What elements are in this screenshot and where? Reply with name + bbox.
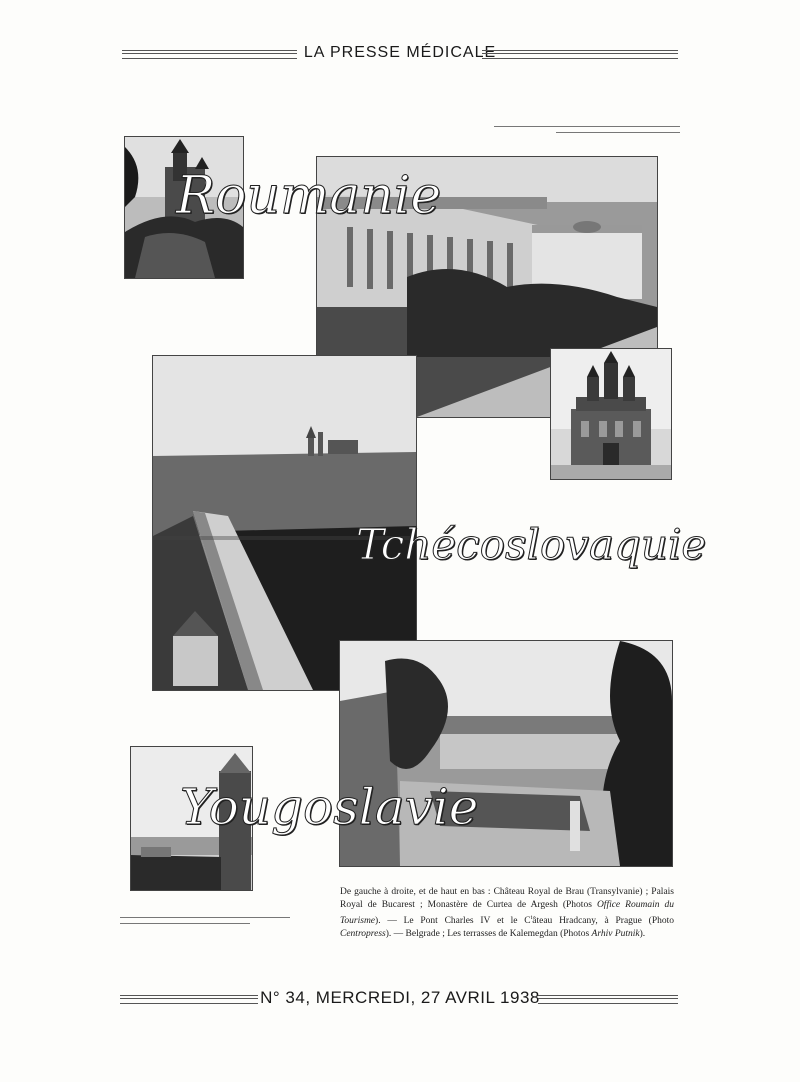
- bottom-left-line-2: [120, 923, 250, 924]
- issue-info: N° 34, MERCREDI, 27 AVRIL 1938: [260, 988, 540, 1007]
- bottom-left-line: [120, 917, 290, 918]
- title-tchecoslovaquie: Tchécoslovaquie: [356, 520, 707, 569]
- top-right-line: [494, 126, 680, 127]
- title-yougoslavie: Yougoslavie: [180, 778, 479, 836]
- title-roumanie: Roumanie: [176, 166, 442, 226]
- top-right-line-2: [556, 132, 680, 133]
- photo-caption: De gauche à droite, et de haut en bas : Château Royal de Brau (Transylvanie) ; Palais Royal de Bucarest ; Monastère de Curtea de Argesh (Photos Office Roumain du Tourisme). — Le Pont Charles IV et le $C^tâteau$ Hradcany, à Prague (Photo Centropress). — Belgrade ; Les terrasses de Kalemegdan (Photos Arhiv Putnik).: [340, 887, 675, 940]
- footer-rule-right: [538, 995, 678, 1004]
- photo-monastery-curtea-de-arges: [550, 348, 672, 480]
- header-rule-right: [482, 50, 678, 59]
- journal-title: LA PRESSE MÉDICALE: [303, 44, 497, 61]
